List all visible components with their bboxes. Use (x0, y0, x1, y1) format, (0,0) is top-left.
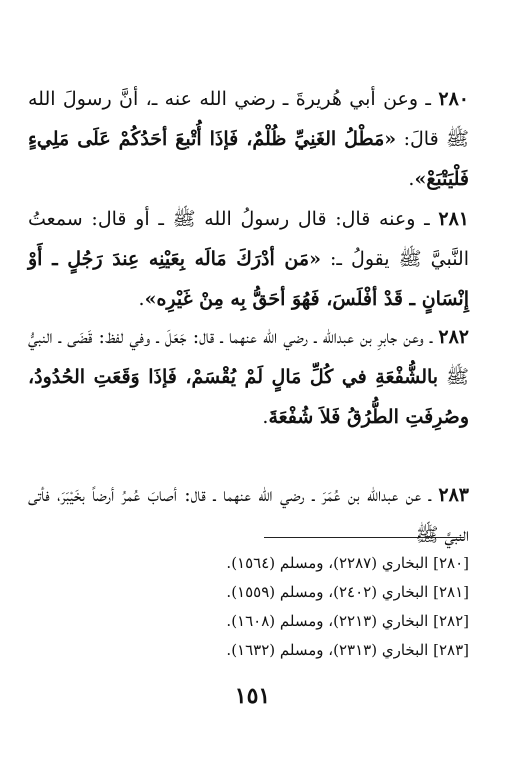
hadith-intro: ـ وعن جابرِ بن عبدالله ـ رضي الله عنهما ـ قال: جَعَلَ ـ وفي لفظ: قَضَى ـ النبيُّ ﷺ (28, 326, 469, 388)
footnote-281: [٢٨١] البخاري (٢٤٠٢)، ومسلم (١٥٥٩). (226, 583, 469, 601)
hadith-text: «مَطْلُ الغَنِيِّ ظُلْمٌ، فَإذَا أُتْبعَ أحَدُكُمْ عَلَى مَلِيءٍ فَلْيَتْبَعْ» (28, 128, 469, 190)
footnotes (40, 549, 469, 665)
hadith-text: بالشُّفْعَةِ في كُلِّ مَالٍ لَمْ يُقْسَمْ، فَإذَا وَقَعَتِ الحُدُودُ، وصُرِفَتِ الطُّرُقُ فَلاَ شُفْعَةَ (28, 366, 469, 428)
hadith-number: ٢٨٢ (438, 326, 469, 348)
footnote-282: [٢٨٢] البخاري (٢٢١٣)، ومسلم (١٦٠٨). (226, 612, 469, 630)
hadith-280 (28, 79, 469, 199)
hadith-number: ٢٨٣ (438, 484, 469, 506)
footnote-divider (264, 537, 464, 538)
hadith-tail: . (408, 168, 415, 190)
hadith-number: ٢٨٠ (438, 88, 469, 110)
hadith-281 (28, 199, 469, 319)
hadith-283 (28, 475, 469, 555)
footnote-280: [٢٨٠] البخاري (٢٢٨٧)، ومسلم (١٥٦٤). (226, 554, 469, 572)
hadith-tail: . (138, 288, 145, 310)
hadith-intro: ـ وعن أبي هُريرةَ ـ رضي الله عنه ـ، أنَّ رسولَ الله ﷺ قالَ: (28, 88, 469, 150)
page-number: ١٥١ (234, 683, 271, 709)
hadith-tail: . (262, 406, 269, 428)
hadith-intro: ـ وعنه قال: قال رسولُ الله ﷺ ـ أو قال: سمعتُ النَّبيَّ ﷺ يقولُ ـ: (28, 208, 469, 270)
footnote-283: [٢٨٣] البخاري (٢٣١٣)، ومسلم (١٦٣٢). (226, 641, 469, 659)
hadith-number: ٢٨١ (438, 208, 469, 230)
hadith-text: «مَن أدْرَكَ مَالَه بِعَيْنِه عِندَ رَجُلٍ ـ أَوْ إِنْسَانٍ ـ قَدْ أفْلَسَ، فَهُوَ أحَقُّ بِه مِنْ غَيْرِه» (28, 248, 469, 310)
hadith-intro: ـ عن عبدالله بن عُمَرَ ـ رضي الله عنهما ـ قال: أصابَ عُمرُ أرضاً بخَيْبَرَ، فأتى النبيَّ ﷺ (28, 484, 469, 546)
hadith-282 (28, 317, 469, 437)
